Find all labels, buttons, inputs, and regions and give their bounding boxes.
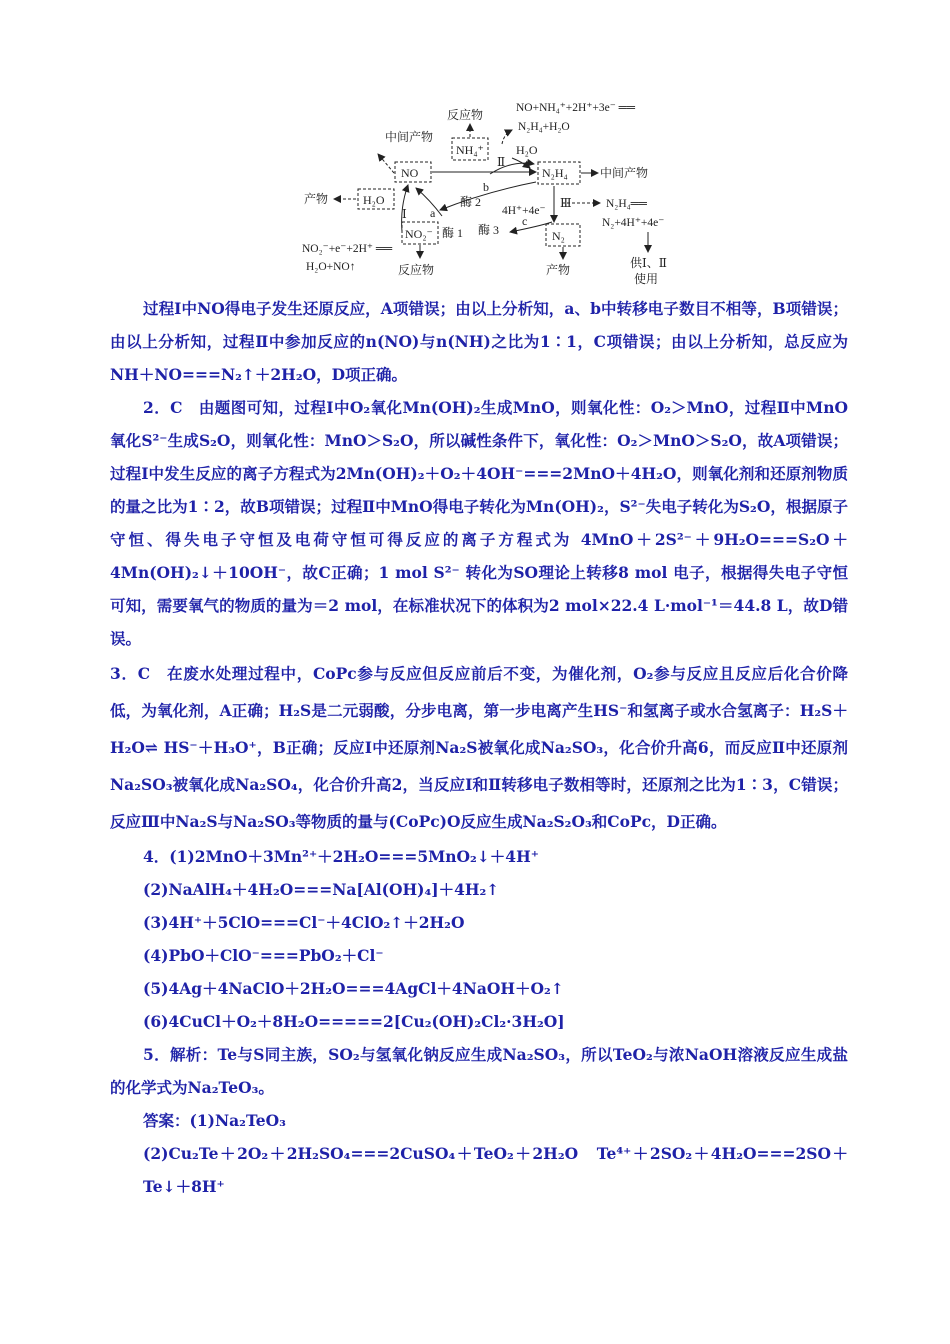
answer-5-part-2: (2)Cu₂Te＋2O₂＋2H₂SO₄===2CuSO₄＋TeO₂＋2H₂O Te⁴⁺＋2SO₂＋4H₂O===2SO＋ Te↓＋8H⁺ bbox=[143, 1144, 848, 1196]
label-c: c bbox=[522, 214, 528, 228]
answer-text bbox=[110, 292, 848, 1203]
paragraph-2-answer: 2．C 由题图可知，过程Ⅰ中O₂氧化Mn(OH)₂生成MnO，则氧化性：O₂＞MnO，过程Ⅱ中MnO氧化S²⁻生成S₂O，则氧化性：MnO＞S₂O，所以碱性条件下，氧化性：O₂＞MnO＞S₂O，故A项错误；过程Ⅰ中发生反应的离子方程式为2Mn(OH)₂＋O₂＋4OH⁻===2MnO＋4H₂O，则氧化剂和还原剂物质的量之比为1∶2，故B项错误；过程Ⅱ中MnO得电子转化为Mn(OH)₂，S²⁻失电子转化为S₂O，根据原子守恒、得失电子守恒及电荷守恒可得反应的离子方程式为 4MnO＋2S²⁻＋9H₂O===S₂O＋4Mn(OH)₂↓＋10OH⁻，故C正确；1 mol S²⁻ 转化为SO理论上转移8 mol 电子，根据得失电子守恒可知，需要氧气的物质的量为＝2 mol，在标准状况下的体积为2 mol×22.4 L·mol⁻¹＝44.8 L，故D错误。 bbox=[110, 398, 848, 648]
label-enzyme-1: 酶 1 bbox=[442, 226, 464, 240]
label-process-1: Ⅰ bbox=[402, 207, 407, 221]
label-reactant-bottom: 反应物 bbox=[398, 263, 435, 277]
label-reactant-top: 反应物 bbox=[447, 108, 484, 122]
answer-5-part-1: 答案：(1)Na₂TeO₃ bbox=[143, 1111, 286, 1130]
nh4-box: NH₄⁺ bbox=[456, 143, 484, 157]
answer-4-part-2: (2)NaAlH₄＋4H₂O===Na[Al(OH)₄]＋4H₂↑ bbox=[143, 880, 500, 899]
eq-left-line-1: NO₂⁻+e⁻+2H⁺ ══ bbox=[302, 243, 393, 255]
paragraph-3-answer: 3．C 在废水处理过程中，CoPc参与反应但反应前后不变，为催化剂，O₂参与反应且反应后化合价降低，为氧化剂，A正确；H₂S是二元弱酸，分步电离，第一步电离产生HS⁻和氢离子或水合氢离子：H₂S＋H₂O⇌ HS⁻＋H₃O⁺，B正确；反应Ⅰ中还原剂Na₂S被氧化成Na₂SO₃，化合价升高6，而反应Ⅱ中还原剂Na₂SO₃被氧化成Na₂SO₄，化合价升高2，当反应Ⅰ和Ⅱ转移电子数相等时，还原剂之比为1∶3，C错误；反应Ⅲ中Na₂S与Na₂SO₃等物质的量与(CoPc)O反应生成Na₂S₂O₃和CoPc，D正确。 bbox=[110, 664, 848, 831]
label-process-3: Ⅲ bbox=[560, 196, 572, 210]
arrow-to-intermediate-left bbox=[378, 154, 394, 173]
eq-mid: 4H⁺+4e⁻ bbox=[502, 205, 546, 217]
label-b: b bbox=[483, 180, 489, 194]
answer-4-part-3: (3)4H⁺＋5ClO===Cl⁻＋4ClO₂↑＋2H₂O bbox=[143, 913, 465, 932]
eq-top-line-2: N₂H₄+H₂O bbox=[518, 121, 570, 133]
arrow-electron-a bbox=[416, 188, 442, 216]
paragraph-1-explanation: 过程Ⅰ中NO得电子发生还原反应，A项错误；由以上分析知，a、b中转移电子数目不相等，B项错误；由以上分析知，过程Ⅱ中参加反应的n(NO)与n(NH)之比为1∶1，C项错误；由以上分析知，总反应为NH＋NO===N₂↑＋2H₂O，D项正确。 bbox=[110, 299, 848, 384]
label-process-2: Ⅱ bbox=[497, 155, 506, 169]
label-product-bottom: 产物 bbox=[546, 263, 571, 277]
no-box: NO bbox=[401, 166, 419, 180]
answer-4-part-4: (4)PbO＋ClO⁻===PbO₂＋Cl⁻ bbox=[143, 946, 384, 965]
arrow-to-eq-top bbox=[502, 130, 512, 144]
answer-4-part-1: 4．(1)2MnO＋3Mn²⁺＋2H₂O===5MnO₂↓＋4H⁺ bbox=[143, 847, 539, 866]
mechanism-svg bbox=[290, 92, 690, 288]
answer-4-part-5: (5)4Ag＋4NaClO＋2H₂O===4AgCl＋4NaOH＋O₂↑ bbox=[143, 979, 564, 998]
eq-right-line-1: N₂H₄══ bbox=[606, 198, 647, 210]
label-intermediate-right: 中间产物 bbox=[600, 166, 649, 180]
paragraph-5-analysis: 5．解析：Te与S同主族，SO₂与氢氧化钠反应生成Na₂SO₃，所以TeO₂与浓NaOH溶液反应生成盐的化学式为Na₂TeO₃。 bbox=[110, 1045, 848, 1097]
eq-left-line-2: H₂O+NO↑ bbox=[306, 261, 356, 273]
eq-top-line-1: NO+NH₄⁺+2H⁺+3e⁻ ══ bbox=[516, 102, 635, 114]
label-product-left: 产物 bbox=[304, 192, 329, 206]
no2-box: NO₂⁻ bbox=[405, 227, 433, 241]
answer-4-part-6: (6)4CuCl＋O₂＋8H₂O=====2[Cu₂(OH)₂Cl₂·3H₂O] bbox=[143, 1012, 565, 1031]
n2h4-box: N₂H₄ bbox=[542, 166, 568, 180]
n2-box: N₂ bbox=[552, 229, 565, 243]
h2o-box: H₂O bbox=[363, 193, 385, 207]
label-intermediate-left: 中间产物 bbox=[385, 130, 434, 144]
reaction-mechanism-diagram bbox=[290, 92, 690, 288]
label-h2o: H₂O bbox=[516, 143, 538, 157]
label-a: a bbox=[430, 206, 436, 220]
label-supply-line-2: 使用 bbox=[634, 272, 659, 286]
label-enzyme-2: 酶 2 bbox=[460, 195, 482, 209]
label-enzyme-3: 酶 3 bbox=[478, 223, 500, 237]
eq-right-line-2: N₂+4H⁺+4e⁻ bbox=[602, 217, 665, 229]
label-supply-line-1: 供Ⅰ、Ⅱ bbox=[630, 256, 667, 270]
